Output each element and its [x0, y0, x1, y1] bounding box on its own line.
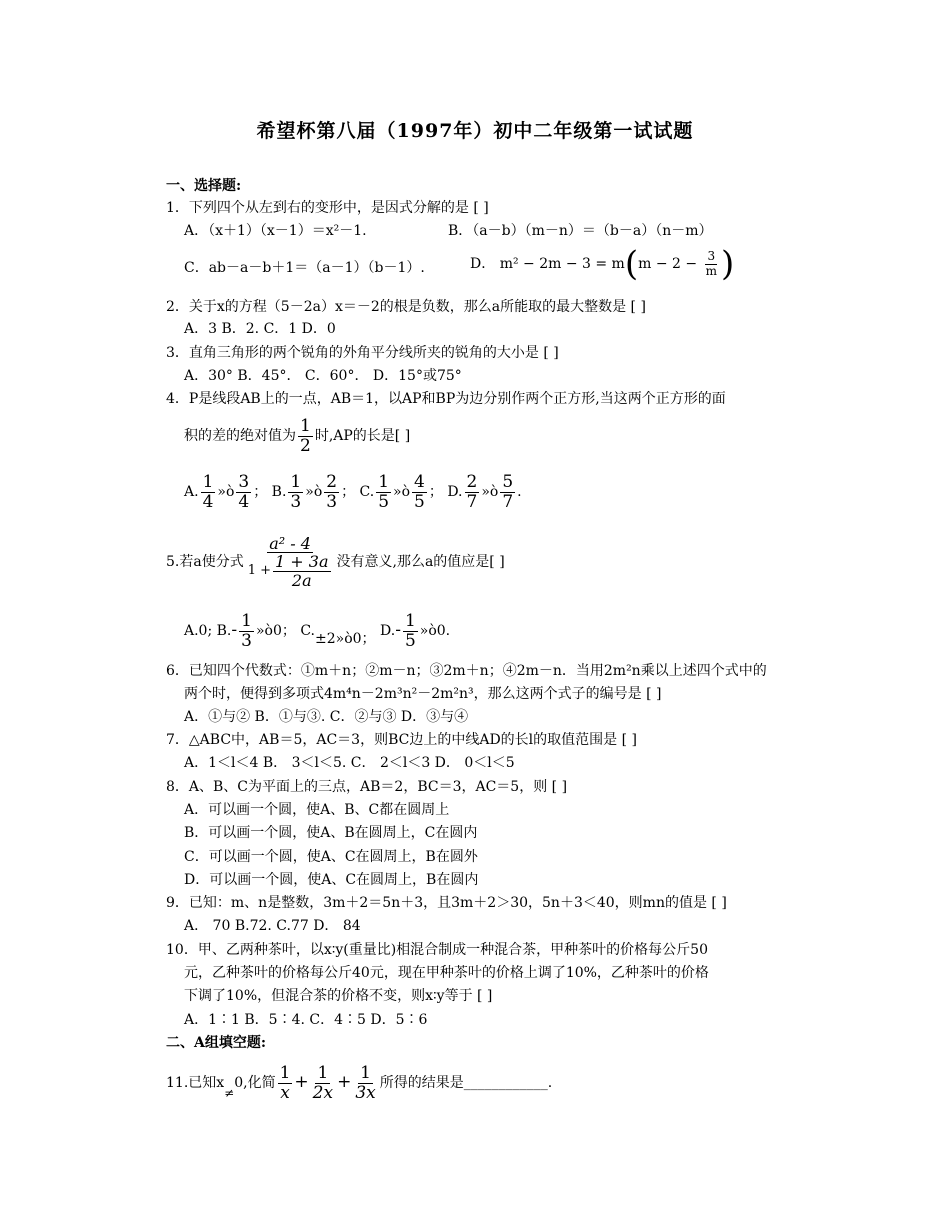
q11-f1-num: 1: [279, 1062, 291, 1083]
q5-d-sign: -: [395, 620, 401, 640]
q5-pre: 5.若a使分式: [166, 554, 244, 570]
q1-d-den: m: [705, 263, 717, 278]
q3-stem: 3．直角三角形的两个锐角的外角平分线所夹的锐角的大小是 [ ]: [166, 345, 559, 361]
q1-d-inner: m − 2 −: [638, 256, 702, 272]
q2-stem: 2．关于x的方程（5－2a）x＝－2的根是负数，那么a所能取的最大整数是 [ ]: [166, 299, 646, 315]
q9-options: A． 70 B.72. C.77 D． 84: [184, 918, 361, 934]
q11-plus1: +: [294, 1072, 309, 1092]
q10-options: A．1∶1 B．5∶4. C．4∶5 D．5∶6: [184, 1012, 428, 1028]
section-heading-choice: 一、选择题:: [166, 178, 242, 194]
q5-c-val: ±2»ò0；: [315, 631, 376, 647]
q4-a1-den: 4: [202, 491, 214, 512]
q5-inner-num: 1 + 3a: [275, 552, 329, 572]
q4-opt-a-label: A.: [184, 484, 199, 500]
q1-d-prefix: D．: [470, 256, 496, 272]
q4-b2-num: 2: [326, 471, 338, 492]
q4-b2-den: 3: [326, 491, 338, 512]
q5-b-den: 3: [241, 630, 252, 651]
q2-options: A．3 B．2. C．1 D．0: [184, 321, 336, 337]
q1-stem: 1．下列四个从左到右的变形中，是因式分解的是 [ ]: [166, 200, 489, 216]
q4-c1-den: 5: [378, 491, 390, 512]
q4-c1-num: 1: [378, 471, 390, 492]
q4-d-mid: »ò: [481, 484, 499, 500]
q5-b-sign: -: [231, 620, 238, 640]
q4-c2-num: 4: [414, 471, 425, 492]
q11-post: 所得的结果是____________.: [379, 1075, 553, 1091]
q1-option-a: A．（x＋1）（x－1）＝x²－1.: [184, 223, 367, 239]
q10-line1: 10．甲、乙两种茶叶，以x∶y(重量比)相混合制成一种混合茶，甲种茶叶的价格每公斤50: [166, 942, 708, 958]
q4-opt-d-label: D.: [447, 484, 463, 500]
q11-f2-num: 1: [317, 1062, 329, 1083]
q5-opt-b-label: B.: [216, 623, 232, 639]
q7-stem: 7．△ABC中，AB＝5，AC＝3，则BC边上的中线AD的长l的取值范围是 [ ]: [166, 732, 637, 748]
q11-f1-den: x: [280, 1082, 290, 1103]
q4-d2-num: 5: [502, 471, 514, 492]
q4-half-den: 2: [300, 435, 311, 456]
q4-sep2: ；: [341, 484, 356, 500]
q11-mid: 0,化简: [234, 1075, 276, 1091]
q5-d-num: 1: [404, 610, 416, 631]
q9-stem: 9．已知：m、n是整数，3m＋2＝5n＋3，且3m＋2＞30，5n＋3＜40，则mn的值是 [ ]: [166, 895, 727, 911]
q4-c2-den: 5: [414, 491, 425, 512]
q11-plus2: +: [337, 1072, 352, 1092]
q5-post: 没有意义,那么a的值应是[ ]: [336, 554, 505, 570]
q6-options: A．①与② B．①与③. C．②与③ D．③与④: [184, 709, 469, 725]
q4-a1-num: 1: [202, 471, 214, 492]
q8-stem: 8．A、B、C为平面上的三点，AB＝2，BC＝3，AC＝5，则 [ ]: [166, 779, 568, 795]
q5-opt-a: A.0;: [184, 623, 213, 639]
q4-opt-b-label: B.: [271, 484, 287, 500]
q4-b1-num: 1: [290, 471, 302, 492]
q11-stem: [166, 1058, 552, 1107]
q5-d-den: 5: [404, 630, 416, 651]
q4-stem2a: 积的差的绝对值为: [184, 428, 296, 444]
q10-line3: 下调了10%，但混合茶的价格不变，则x∶y等于 [ ]: [184, 988, 493, 1004]
q4-opt-c-label: C.: [359, 484, 375, 500]
q5-d-tail: »ò0.: [419, 623, 451, 639]
q1-d-main: m² − 2m − 3 = m: [499, 256, 625, 272]
q1-option-d: D． m² − 2m − 3 = m(m − 2 − $\frac{3}{m}$ ): [470, 244, 735, 284]
q5-stem: [166, 524, 505, 600]
q11-neq: ≠: [224, 1086, 235, 1100]
q5-inner-den: 2a: [291, 570, 312, 590]
q1-option-c: C．ab－a－b＋1＝（a－1）（b－1）.: [184, 260, 425, 276]
q11-pre: 11.已知x: [166, 1075, 225, 1091]
q4-d1-num: 2: [466, 471, 478, 492]
q8-option-a: A．可以画一个圆，使A、B、C都在圆周上: [184, 802, 450, 818]
q4-d1-den: 7: [466, 491, 478, 512]
q11-f3-den: 3x: [355, 1082, 376, 1103]
q4-c-mid: »ò: [393, 484, 411, 500]
q6-line1: 6．已知四个代数式：①m＋n；②m－n；③2m＋n；④2m－n．当用2m²n乘以上述四个式中的: [166, 663, 767, 679]
q5-b-num: 1: [241, 610, 252, 631]
q8-option-b: B．可以画一个圆，使A、B在圆周上，C在圆内: [184, 825, 478, 841]
q4-sep1: ；: [253, 484, 268, 500]
q4-sep3: ；: [428, 484, 443, 500]
q4-a2-den: 4: [238, 491, 250, 512]
q3-options: A．30° B．45°． C．60°． D．15°或75°: [184, 368, 462, 384]
q4-options: [184, 468, 522, 516]
q5-opt-c-label: C.: [300, 623, 315, 639]
q1-d-num: 3: [707, 249, 716, 264]
q6-line2: 两个时，便得到多项式4m⁴n－2m³n²－2m²n³，那么这两个式子的编号是 [ ]: [184, 686, 662, 702]
q10-line2: 元，乙种茶叶的价格每公斤40元，现在甲种茶叶的价格上调了10%，乙种茶叶的价格: [184, 965, 709, 981]
q4-a2-num: 3: [238, 471, 250, 492]
q5-top: a² - 4: [269, 533, 311, 553]
q5-opt-d-label: D.: [380, 623, 396, 639]
q7-options: A．1＜l＜4 B． 3＜l＜5. C． 2＜l＜3 D． 0＜l＜5: [184, 755, 515, 771]
q4-end: .: [517, 484, 522, 500]
q5-options: [184, 606, 450, 655]
q4-half-num: 1: [300, 415, 311, 436]
q4-a-mid: »ò: [217, 484, 235, 500]
q8-option-c: C．可以画一个圆，使A、C在圆周上，B在圆外: [184, 849, 478, 865]
q4-b-mid: »ò: [305, 484, 323, 500]
q4-d2-den: 7: [502, 491, 514, 512]
q5-b-tail: »ò0；: [255, 623, 296, 639]
section-heading-fill-a: 二、A组填空题:: [166, 1035, 267, 1051]
q4-b1-den: 3: [290, 491, 302, 512]
q11-f3-num: 1: [360, 1062, 371, 1083]
q11-f2-den: 2x: [312, 1082, 334, 1103]
page-title: 希望杯第八届（1997年）初中二年级第一试试题: [256, 120, 694, 142]
q4-stem-line2: [184, 414, 410, 458]
q4-stem2b: 时,AP的长是[ ]: [314, 428, 411, 444]
q4-stem-line1: 4．P是线段AB上的一点，AB＝1，以AP和BP为边分别作两个正方形,当这两个正方形的面: [166, 391, 726, 407]
q1-option-b: B．（a－b）（m－n）＝（b－a）（n－m）: [448, 223, 713, 239]
q8-option-d: D．可以画一个圆，使A、C在圆周上，B在圆内: [184, 872, 479, 888]
q5-bot-pre: 1 +: [247, 563, 272, 579]
